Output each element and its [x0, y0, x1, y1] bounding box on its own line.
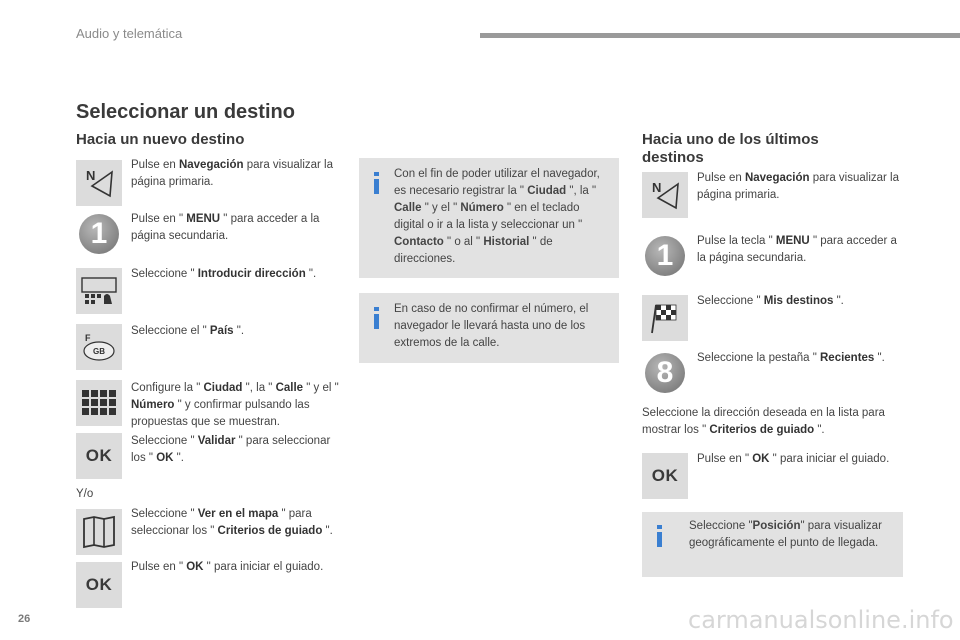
info-icon-bar	[657, 532, 662, 547]
ok-icon: OK	[76, 433, 122, 479]
info-icon	[374, 172, 379, 176]
header-bar	[480, 33, 960, 38]
number-one-icon: 1	[76, 211, 122, 257]
checkered-flag-icon	[642, 295, 688, 341]
country-icon	[76, 324, 122, 370]
yo-label: Y/o	[76, 488, 94, 500]
right-section-title: Hacia uno de los últimos destinos	[642, 131, 819, 166]
svg-text:N: N	[86, 168, 96, 183]
ok-icon: OK	[642, 453, 688, 499]
compass-icon	[642, 172, 688, 218]
info-text-registration: Con el fin de poder utilizar el navegador, es necesario registrar la " Ciudad ", la " Calle " y el " Número " en el teclado digital o ir a la lista y seleccionar un " Contacto " o al " Historial " de direcciones.	[394, 168, 600, 265]
right-step-text: Pulse la tecla " MENU " para acceder a la página secundaria.	[697, 235, 897, 264]
left-step-text: Pulse en " OK " para iniciar el guiado.	[131, 561, 324, 573]
left-step-text: Pulse en " MENU " para acceder a la página secundaria.	[131, 213, 320, 242]
left-step-text: Seleccione " Ver en el mapa " para seleccionar los " Criterios de guiado ".	[131, 508, 333, 537]
number-eight-icon: 8	[642, 350, 688, 396]
info-box-registration	[359, 158, 619, 278]
left-step-text: Pulse en Navegación para visualizar la página primaria.	[131, 159, 333, 188]
info-box-position	[642, 512, 903, 577]
compass-icon	[76, 160, 122, 206]
info-box-number	[359, 293, 619, 363]
right-ok-step-text: Pulse en " OK " para iniciar el guiado.	[697, 453, 890, 465]
watermark: carmanualsonline.info	[688, 606, 954, 634]
svg-text:N: N	[652, 180, 662, 195]
svg-text:F: F	[85, 333, 91, 343]
left-step-text: Configure la " Ciudad ", la " Calle " y el " Número " y confirmar pulsando las propuestas que se muestran.	[131, 382, 339, 428]
page-number: 26	[18, 613, 31, 625]
info-text-position: Seleccione "Posición" para visualizar geográficamente el punto de llegada.	[689, 520, 882, 549]
info-icon-bar	[374, 179, 379, 194]
right-step-text: Seleccione " Mis destinos ".	[697, 295, 844, 307]
enter-address-icon	[76, 268, 122, 314]
right-note-text: Seleccione la dirección deseada en la lista para mostrar los " Criterios de guiado ".	[642, 407, 885, 436]
info-icon	[374, 307, 379, 311]
map-icon	[76, 509, 122, 555]
country-code-label: GB	[93, 346, 105, 356]
left-step-text: Seleccione " Validar " para seleccionar los " OK ".	[131, 435, 331, 464]
keypad-grid-icon	[76, 380, 122, 426]
header-title: Audio y telemática	[76, 26, 183, 41]
right-step-text: Pulse en Navegación para visualizar la página primaria.	[697, 172, 899, 201]
number-one-icon: 1	[642, 233, 688, 279]
info-icon-bar	[374, 314, 379, 329]
info-icon	[657, 525, 662, 529]
left-section-title: Hacia un nuevo destino	[76, 131, 245, 148]
right-step-text: Seleccione la pestaña " Recientes ".	[697, 352, 885, 364]
left-step-text: Seleccione el " País ".	[131, 325, 245, 337]
info-text-number: En caso de no confirmar el número, el navegador le llevará hasta uno de los extremos de la calle.	[394, 303, 589, 349]
left-step-text: Seleccione " Introducir dirección ".	[131, 268, 317, 280]
page-title: Seleccionar un destino	[76, 101, 295, 123]
ok-icon: OK	[76, 562, 122, 608]
